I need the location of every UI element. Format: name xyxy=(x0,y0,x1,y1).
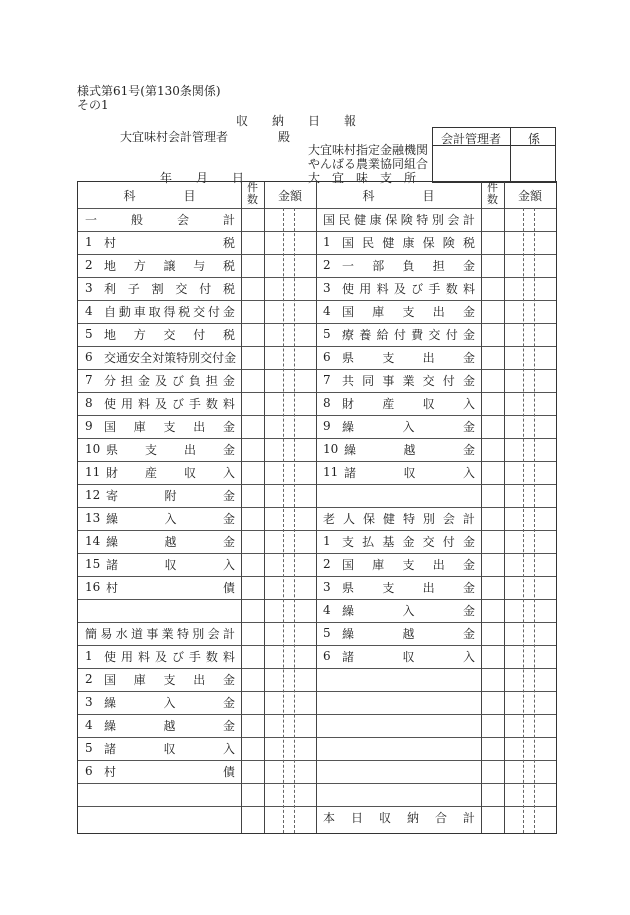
subject-name: 寄 附 金 xyxy=(106,489,235,503)
row-number: 1 xyxy=(85,235,93,249)
row-number: 1 xyxy=(323,235,331,249)
row-number: 16 xyxy=(85,580,101,594)
subject-name: 繰 入 金 xyxy=(342,420,475,434)
row-divider xyxy=(78,783,556,784)
subject-name: 使 用 料 及 び 手 数 料 xyxy=(104,650,235,664)
amount-digit-divider xyxy=(523,208,524,833)
row-number: 5 xyxy=(85,741,93,755)
column-divider xyxy=(241,182,242,833)
section-title: 一 般 会 計 xyxy=(85,213,235,227)
subject-name: 国 庫 支 出 金 xyxy=(342,305,475,319)
column-divider xyxy=(504,182,505,833)
date-month: 月 xyxy=(196,171,209,185)
amount-digit-divider xyxy=(534,208,535,833)
approval-label-accountant: 会計管理者 xyxy=(441,132,502,146)
honorific: 殿 xyxy=(278,130,291,144)
subject-name: 諸 収 入 xyxy=(342,650,475,664)
row-number: 3 xyxy=(323,580,331,594)
row-number: 9 xyxy=(85,419,93,433)
row-number: 4 xyxy=(323,603,331,617)
subject-name: 県 支 出 金 xyxy=(106,443,235,457)
row-number: 14 xyxy=(85,534,101,548)
row-number: 15 xyxy=(85,557,101,571)
row-number: 11 xyxy=(85,465,101,479)
subject-name: 一 部 負 担 金 xyxy=(342,259,475,273)
subject-name: 国 民 健 康 保 険 税 xyxy=(342,236,475,250)
row-number: 7 xyxy=(85,373,93,387)
column-divider xyxy=(481,182,482,833)
sender-line-3: 大 宜 味 支 所 xyxy=(308,171,417,185)
approval-box xyxy=(432,127,556,183)
subject-name: 繰 越 金 xyxy=(104,719,235,733)
section-title: 簡 易 水 道 事 業 特 別 会 計 xyxy=(85,627,235,641)
row-number: 4 xyxy=(323,304,331,318)
row-number: 8 xyxy=(323,396,331,410)
section-title: 老 人 保 健 特 別 会 計 xyxy=(323,512,475,526)
row-number: 10 xyxy=(85,442,101,456)
row-number: 5 xyxy=(323,626,331,640)
row-number: 6 xyxy=(323,350,331,364)
row-number: 2 xyxy=(323,557,331,571)
column-divider xyxy=(316,182,317,833)
row-number: 13 xyxy=(85,511,101,525)
header-count: 件 数 xyxy=(487,181,498,206)
subject-name: 村 税 xyxy=(104,236,235,250)
subject-name: 諸 収 入 xyxy=(344,466,475,480)
row-number: 3 xyxy=(85,695,93,709)
row-number: 2 xyxy=(323,258,331,272)
sender-line-2: やんばる農業協同組合 xyxy=(308,157,429,171)
subject-name: 国 庫 支 出 金 xyxy=(342,558,475,572)
subject-name: 繰 越 金 xyxy=(344,443,475,457)
subject-name: 繰 越 金 xyxy=(106,535,235,549)
subject-name: 諸 収 入 xyxy=(104,742,235,756)
subject-name: 国 庫 支 出 金 xyxy=(104,420,235,434)
subject-name: 使 用 料 及 び 手 数 料 xyxy=(104,397,235,411)
header-count: 件 数 xyxy=(247,181,258,206)
approval-label-clerk: 係 xyxy=(528,132,541,146)
row-number: 2 xyxy=(85,258,93,272)
subject-name: 県 支 出 金 xyxy=(342,581,475,595)
subject-name: 繰 越 金 xyxy=(342,627,475,641)
addressee: 大宜味村会計管理者 xyxy=(120,130,229,144)
header-subject: 科 目 xyxy=(123,189,196,203)
subject-name: 地 方 譲 与 税 xyxy=(104,259,235,273)
row-number: 5 xyxy=(323,327,331,341)
subject-name: 財 産 収 入 xyxy=(106,466,235,480)
row-divider xyxy=(78,806,556,807)
subject-name: 繰 入 金 xyxy=(106,512,235,526)
row-number: 6 xyxy=(85,350,93,364)
form-number: 様式第61号(第130条関係) xyxy=(77,84,221,98)
row-number: 1 xyxy=(323,534,331,548)
subject-name: 交 通 安 全 対 策 特 別 交 付 金 xyxy=(104,351,237,365)
date-day: 日 xyxy=(232,171,245,185)
row-number: 1 xyxy=(85,649,93,663)
header-amount: 金額 xyxy=(517,189,542,203)
subject-name: 諸 収 入 xyxy=(106,558,235,572)
row-number: 7 xyxy=(323,373,331,387)
row-number: 6 xyxy=(85,764,93,778)
row-number: 6 xyxy=(323,649,331,663)
subject-name: 国 庫 支 出 金 xyxy=(104,673,235,687)
subject-name: 村 債 xyxy=(106,581,235,595)
section-title: 本 日 収 納 合 計 xyxy=(323,811,475,825)
amount-digit-divider xyxy=(283,208,284,833)
subject-name: 分 担 金 及 び 負 担 金 xyxy=(104,374,235,388)
row-number: 3 xyxy=(85,281,93,295)
row-number: 5 xyxy=(85,327,93,341)
subject-name: 県 支 出 金 xyxy=(342,351,475,365)
row-number: 9 xyxy=(323,419,331,433)
subject-name: 利 子 割 交 付 税 xyxy=(104,282,235,296)
subject-name: 財 産 収 入 xyxy=(342,397,475,411)
section-title: 国 民 健 康 保 険 特 別 会 計 xyxy=(323,213,475,227)
row-number: 12 xyxy=(85,488,101,502)
row-number: 4 xyxy=(85,304,93,318)
row-number: 8 xyxy=(85,396,93,410)
subject-name: 使 用 料 及 び 手 数 料 xyxy=(342,282,475,296)
form-part: その1 xyxy=(77,98,109,112)
row-number: 10 xyxy=(323,442,339,456)
amount-digit-divider xyxy=(294,208,295,833)
column-divider xyxy=(264,182,265,833)
row-divider xyxy=(78,599,556,600)
row-number: 3 xyxy=(323,281,331,295)
subject-name: 支 払 基 金 交 付 金 xyxy=(342,535,475,549)
receipt-table xyxy=(77,181,557,834)
date-year: 年 xyxy=(160,171,173,185)
header-amount: 金額 xyxy=(277,189,302,203)
row-number: 11 xyxy=(323,465,339,479)
subject-name: 地 方 交 付 税 xyxy=(104,328,235,342)
subject-name: 自 動 車 取 得 税 交 付 金 xyxy=(104,305,235,319)
row-number: 4 xyxy=(85,718,93,732)
sender-line-1: 大宜味村指定金融機関 xyxy=(308,143,429,157)
subject-name: 繰 入 金 xyxy=(104,696,235,710)
row-number: 2 xyxy=(85,672,93,686)
subject-name: 繰 入 金 xyxy=(342,604,475,618)
header-subject: 科 目 xyxy=(362,189,435,203)
subject-name: 療 養 給 付 費 交 付 金 xyxy=(342,328,475,342)
page-title: 収 納 日 報 xyxy=(236,114,363,128)
subject-name: 村 債 xyxy=(104,765,235,779)
subject-name: 共 同 事 業 交 付 金 xyxy=(342,374,475,388)
